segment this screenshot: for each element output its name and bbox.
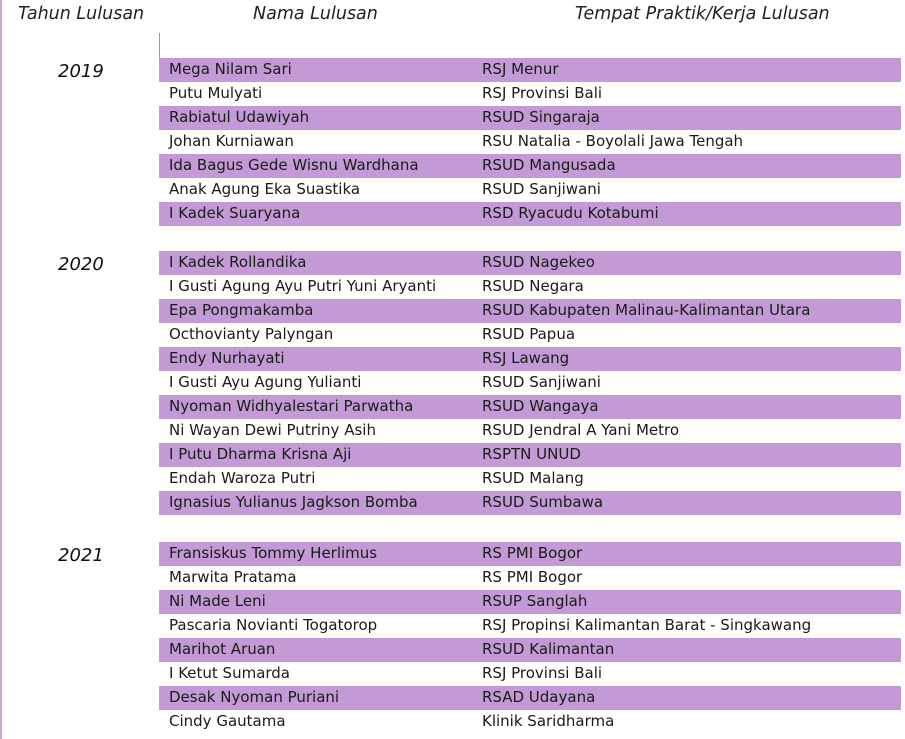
graduate-name: Ni Wayan Dewi Putriny Asih [169,421,376,439]
workplace: RSPTN UNUD [482,445,581,463]
graduate-name: Ignasius Yulianus Jagkson Bomba [169,493,418,511]
graduate-name: Fransiskus Tommy Herlimus [169,544,378,562]
graduate-name: Marihot Aruan [169,640,276,658]
workplace: RSUD Singaraja [482,108,600,126]
graduate-name: Desak Nyoman Puriani [169,688,340,706]
workplace: RSJ Provinsi Bali [482,84,603,102]
graduate-name: Mega Nilam Sari [169,60,292,78]
graduate-name: Rabiatul Udawiyah [169,108,310,126]
graduate-name: Anak Agung Eka Suastika [169,180,361,198]
table-row [159,275,901,299]
workplace: RSJ Propinsi Kalimantan Barat - Singkawang [482,616,812,634]
left-border-rule [0,0,2,739]
table-row [159,178,901,202]
workplace: RSD Ryacudu Kotabumi [482,204,659,222]
graduate-name: Endy Nurhayati [169,349,285,367]
table-row [159,154,901,178]
table-row [159,443,901,467]
table-row [159,251,901,275]
workplace: RSUD Sanjiwani [482,373,601,391]
table-row [159,686,901,710]
workplace: RSAD Udayana [482,688,596,706]
year-label-2019: 2019 [58,61,104,82]
table-row [159,467,901,491]
table-row [159,130,901,154]
graduate-name: Epa Pongmakamba [169,301,314,319]
graduate-name: Putu Mulyati [169,84,263,102]
table-row [159,614,901,638]
table-row [159,82,901,106]
graduate-name: I Gusti Agung Ayu Putri Yuni Aryanti [169,277,437,295]
workplace: RSUD Kabupaten Malinau-Kalimantan Utara [482,301,811,319]
table-row [159,710,901,734]
workplace: RSJ Provinsi Bali [482,664,603,682]
graduate-name: Cindy Gautama [169,712,286,730]
graduate-name: Octhovianty Palyngan [169,325,334,343]
table-row [159,491,901,515]
header-name: Nama Lulusan [253,4,378,24]
workplace: RSUD Wangaya [482,397,599,415]
workplace: RSUD Nagekeo [482,253,595,271]
table-row [159,542,901,566]
table-row [159,347,901,371]
table-row [159,419,901,443]
table-row [159,106,901,130]
table-row [159,299,901,323]
workplace: RSUD Jendral A Yani Metro [482,421,680,439]
graduate-name: I Kadek Rollandika [169,253,307,271]
workplace: RS PMI Bogor [482,568,583,586]
graduate-name: I Kadek Suaryana [169,204,301,222]
year-label-2020: 2020 [58,254,104,275]
workplace: RSUP Sanglah [482,592,588,610]
graduate-name: I Gusti Ayu Agung Yulianti [169,373,362,391]
workplace: RSUD Negara [482,277,584,295]
graduate-name: Pascaria Novianti Togatorop [169,616,378,634]
graduate-name: Endah Waroza Putri [169,469,316,487]
table-row [159,566,901,590]
workplace: RSJ Lawang [482,349,570,367]
workplace: RSUD Kalimantan [482,640,615,658]
graduate-name: Ida Bagus Gede Wisnu Wardhana [169,156,419,174]
table-row [159,202,901,226]
table-row [159,662,901,686]
graduate-name: I Ketut Sumarda [169,664,290,682]
workplace: Klinik Saridharma [482,712,615,730]
header-place: Tempat Praktik/Kerja Lulusan [575,4,830,24]
workplace: RSUD Malang [482,469,584,487]
workplace: RSU Natalia - Boyolali Jawa Tengah [482,132,744,150]
workplace: RSUD Papua [482,325,576,343]
table-row [159,590,901,614]
workplace: RS PMI Bogor [482,544,583,562]
workplace: RSUD Sanjiwani [482,180,601,198]
table-header [0,0,905,32]
table-row [159,395,901,419]
graduate-name: Ni Made Leni [169,592,266,610]
graduate-name: I Putu Dharma Krisna Aji [169,445,352,463]
header-year: Tahun Lulusan [18,4,145,24]
table-row [159,371,901,395]
graduate-name: Marwita Pratama [169,568,297,586]
column-divider [159,33,160,58]
table-row [159,323,901,347]
graduate-name: Nyoman Widhyalestari Parwatha [169,397,414,415]
workplace: RSUD Mangusada [482,156,616,174]
table-row [159,638,901,662]
workplace: RSUD Sumbawa [482,493,604,511]
workplace: RSJ Menur [482,60,559,78]
table-row [159,58,901,82]
graduate-name: Johan Kurniawan [169,132,294,150]
year-label-2021: 2021 [58,545,104,566]
